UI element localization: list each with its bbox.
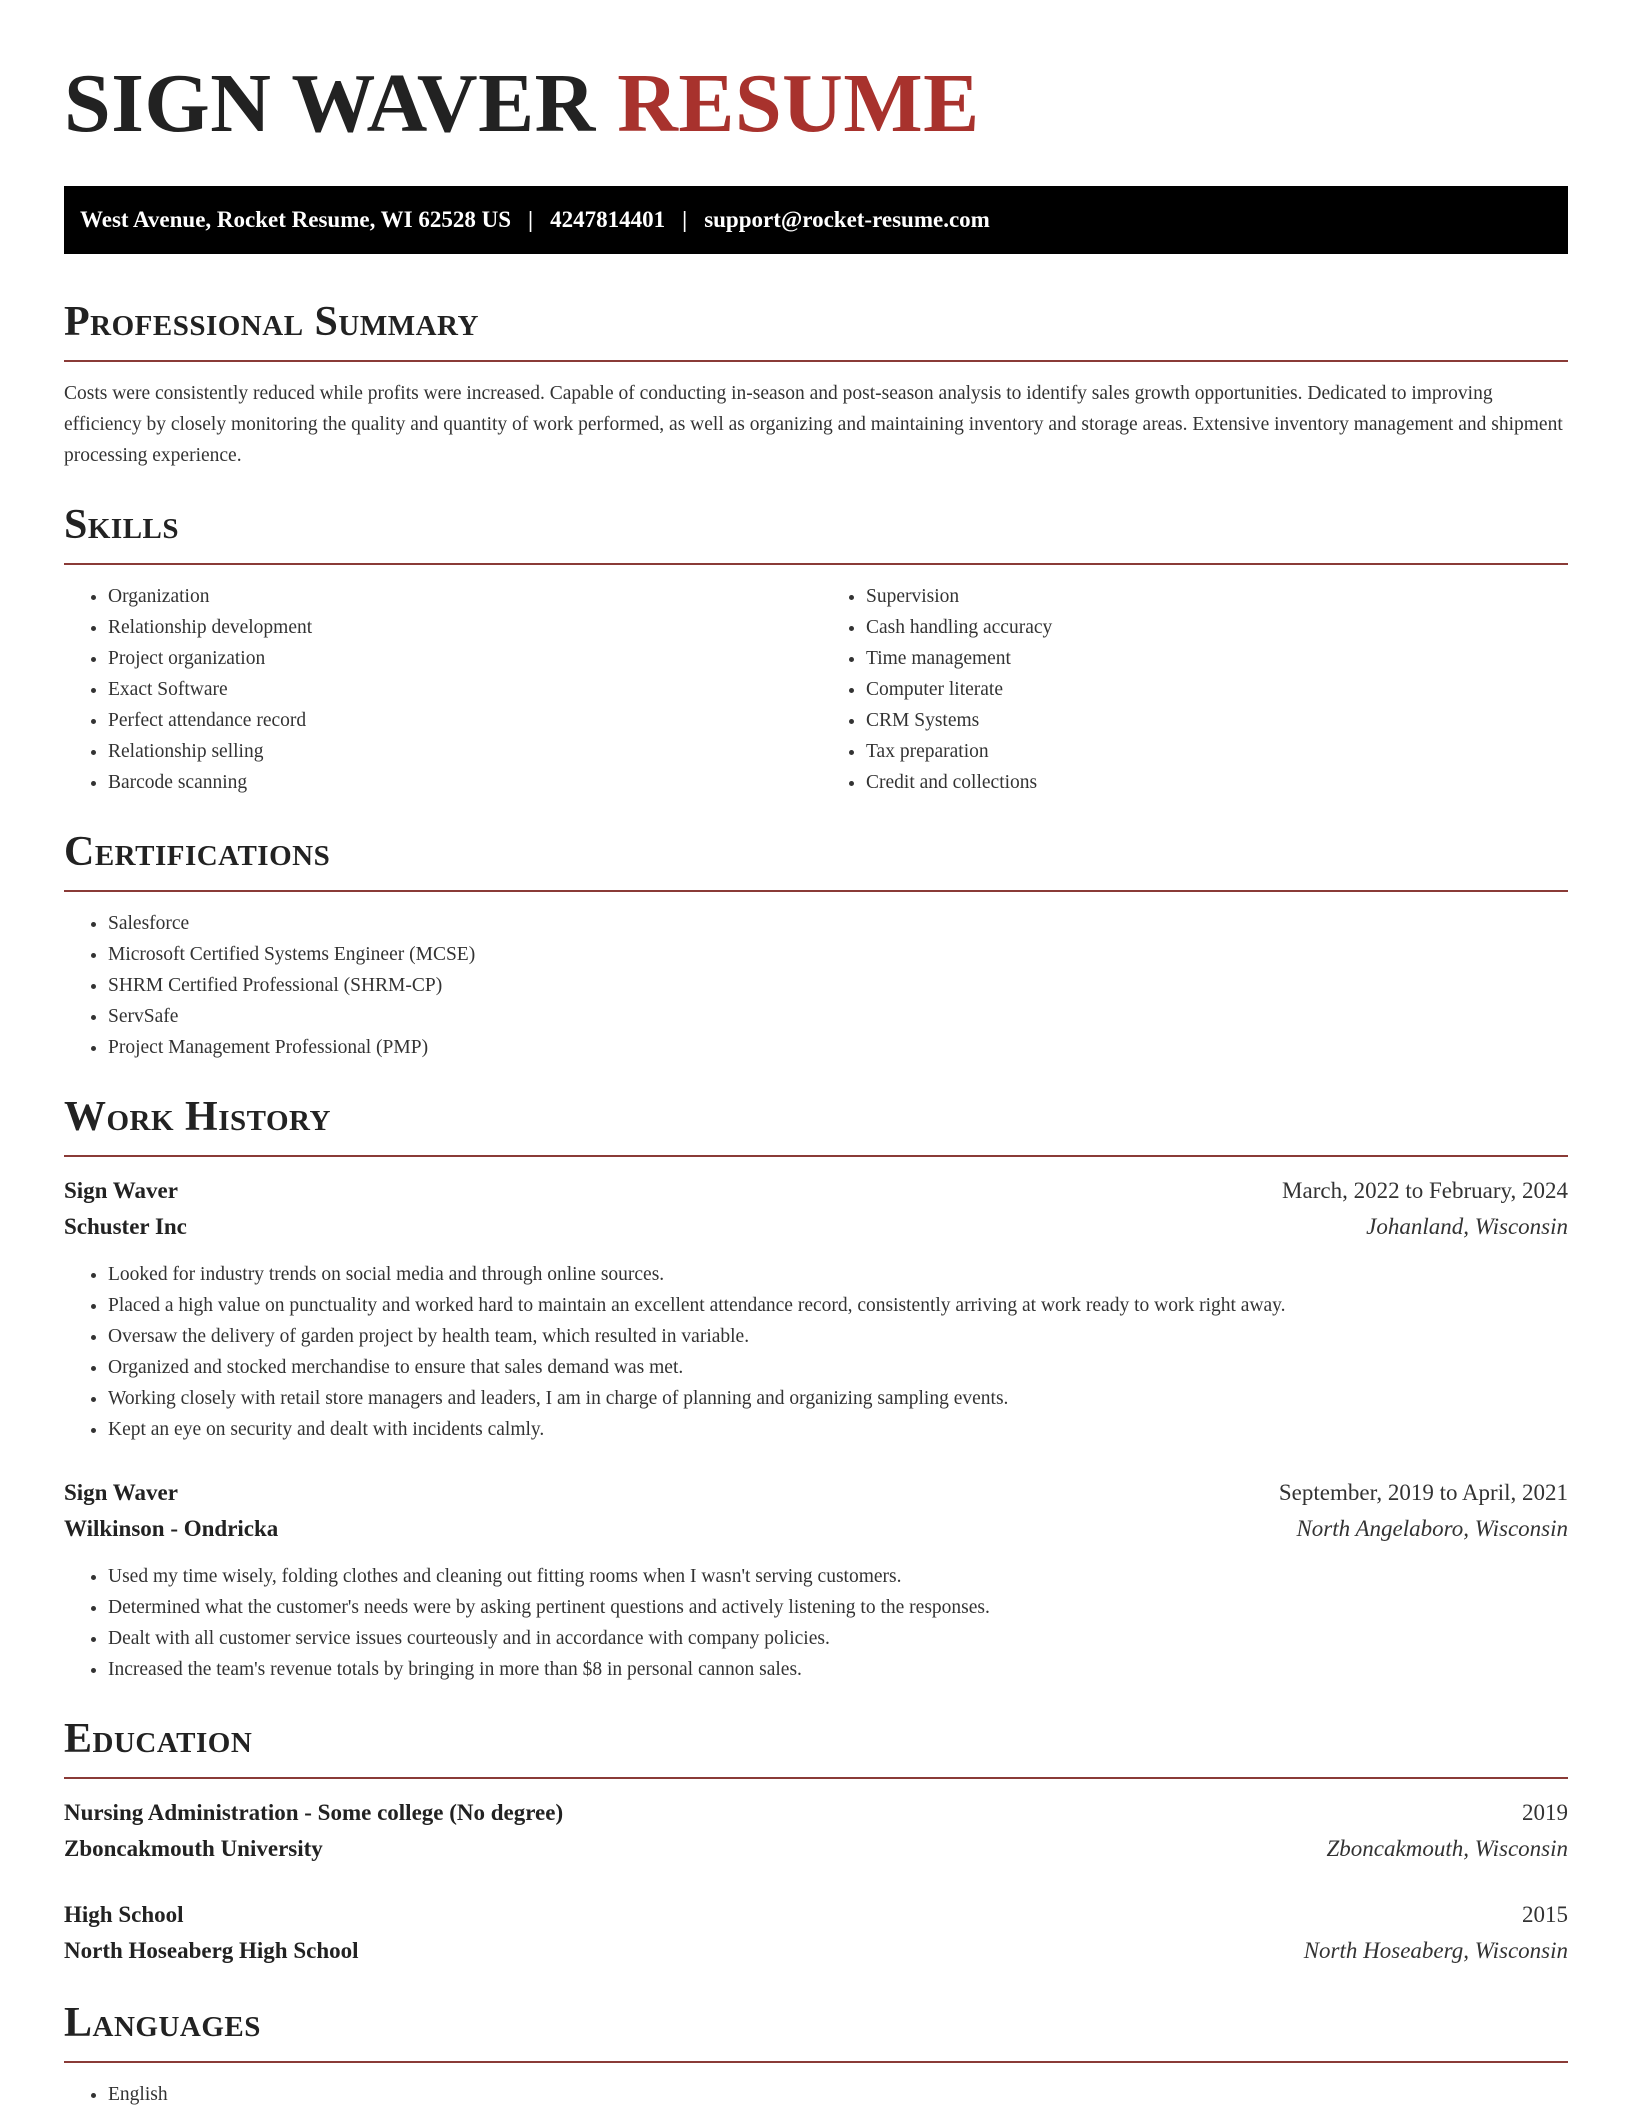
job-title: Sign Waver — [64, 1480, 178, 1505]
certification-item: • Project Management Professional (PMP) — [108, 1032, 1568, 1063]
job-company: Wilkinson - Ondricka — [64, 1516, 279, 1541]
education-school: Zboncakmouth University — [64, 1836, 323, 1861]
job-location: North Angelaboro, Wisconsin — [1296, 1516, 1568, 1541]
education-location: Zboncakmouth, Wisconsin — [1326, 1836, 1568, 1861]
certification-item: • ServSafe — [108, 1001, 1568, 1032]
skill-item: • Tax preparation — [866, 736, 1568, 767]
section-divider — [64, 890, 1568, 892]
education-school-row — [64, 1831, 1568, 1867]
work-history-heading: Work History — [64, 1094, 331, 1140]
skill-item: • Organization — [108, 581, 816, 612]
section-divider — [64, 360, 1568, 362]
job-company-row — [64, 1209, 1568, 1245]
summary-heading: Professional Summary — [64, 299, 479, 345]
job-duty: • Looked for industry trends on social media and through online sources. — [108, 1259, 1568, 1290]
skill-item: • Barcode scanning — [108, 767, 816, 798]
education-degree: High School — [64, 1902, 184, 1927]
education-year: 2015 — [1522, 1902, 1568, 1927]
education-degree-row — [64, 1795, 1568, 1831]
education-school: North Hoseaberg High School — [64, 1938, 359, 1963]
job-company-row — [64, 1511, 1568, 1547]
job-dates: March, 2022 to February, 2024 — [1282, 1178, 1568, 1203]
job-entry — [64, 1173, 1568, 1445]
education-heading: Education — [64, 1716, 253, 1762]
certification-item: • SHRM Certified Professional (SHRM-CP) — [108, 970, 1568, 1001]
job-title-row — [64, 1475, 1568, 1511]
job-location: Johanland, Wisconsin — [1366, 1214, 1568, 1239]
job-duties-list — [64, 1561, 1568, 1685]
language-item: • English — [108, 2079, 1568, 2110]
skill-item: • Project organization — [108, 643, 816, 674]
contact-separator: | — [528, 207, 534, 232]
skill-item: • Cash handling accuracy — [866, 612, 1568, 643]
job-duty: • Placed a high value on punctuality and worked hard to maintain an excellent attendance record, consistently arriving at work ready to work right away. — [108, 1290, 1568, 1321]
certifications-list — [64, 908, 1568, 1063]
job-duty: • Working closely with retail store managers and leaders, I am in charge of planning and organizing sampling events. — [108, 1383, 1568, 1414]
skill-item: • Relationship development — [108, 612, 816, 643]
job-title: Sign Waver — [64, 1178, 178, 1203]
skills-section — [64, 499, 1568, 798]
summary-text: Costs were consistently reduced while profits were increased. Capable of conducting in-season and post-season analysis to identify sales growth opportunities. Dedicated to improving efficiency by closely monitoring the quality and quantity of work performed, as well as organizing and maintaining inventory and storage areas. Extensive inventory management and shipment processing experience. — [64, 383, 1563, 466]
education-degree-row — [64, 1897, 1568, 1933]
education-entry — [64, 1795, 1568, 1867]
job-duty: • Oversaw the delivery of garden project by health team, which resulted in variable. — [108, 1321, 1568, 1352]
certifications-section — [64, 826, 1568, 1063]
contact-address: West Avenue, Rocket Resume, WI 62528 US — [80, 207, 512, 232]
job-duty: • Organized and stocked merchandise to ensure that sales demand was met. — [108, 1352, 1568, 1383]
contact-email: support@rocket-resume.com — [704, 207, 990, 232]
section-divider — [64, 2061, 1568, 2063]
job-duty: • Used my time wisely, folding clothes and cleaning out fitting rooms when I wasn't serving customers. — [108, 1561, 1568, 1592]
skills-list-right — [816, 581, 1568, 798]
title-accent: RESUME — [617, 57, 980, 150]
education-school-row — [64, 1933, 1568, 1969]
certification-item: • Microsoft Certified Systems Engineer (MCSE) — [108, 939, 1568, 970]
job-duty: • Dealt with all customer service issues courteously and in accordance with company policies. — [108, 1623, 1568, 1654]
summary-section — [64, 296, 1568, 471]
education-degree: Nursing Administration - Some college (No degree) — [64, 1800, 564, 1825]
skill-item: • Credit and collections — [866, 767, 1568, 798]
job-title-row — [64, 1173, 1568, 1209]
job-company: Schuster Inc — [64, 1214, 187, 1239]
contact-phone: 4247814401 — [550, 207, 666, 232]
job-dates: September, 2019 to April, 2021 — [1278, 1480, 1568, 1505]
job-duty: • Kept an eye on security and dealt with incidents calmly. — [108, 1414, 1568, 1445]
languages-list — [64, 2079, 1568, 2110]
work-history-section — [64, 1091, 1568, 1685]
resume-title — [64, 56, 1568, 152]
job-entry — [64, 1475, 1568, 1685]
skill-item: • CRM Systems — [866, 705, 1568, 736]
education-section — [64, 1713, 1568, 1969]
skill-item: • Computer literate — [866, 674, 1568, 705]
languages-section — [64, 1997, 1568, 2110]
education-location: North Hoseaberg, Wisconsin — [1303, 1938, 1568, 1963]
education-entry — [64, 1897, 1568, 1969]
job-duty: • Determined what the customer's needs were by asking pertinent questions and actively listening to the responses. — [108, 1592, 1568, 1623]
contact-separator: | — [682, 207, 688, 232]
title-main: SIGN WAVER — [64, 57, 596, 150]
languages-heading: Languages — [64, 2000, 261, 2046]
certifications-heading: Certifications — [64, 829, 331, 875]
job-duties-list — [64, 1259, 1568, 1445]
education-year: 2019 — [1522, 1800, 1568, 1825]
contact-bar — [64, 186, 1568, 254]
job-duty: • Increased the team's revenue totals by bringing in more than $8 in personal cannon sales. — [108, 1654, 1568, 1685]
skill-item: • Relationship selling — [108, 736, 816, 767]
section-divider — [64, 1777, 1568, 1779]
section-divider — [64, 563, 1568, 565]
skill-item: • Exact Software — [108, 674, 816, 705]
skills-grid — [64, 581, 1568, 798]
skills-heading: Skills — [64, 502, 180, 548]
skills-list-left — [64, 581, 816, 798]
certification-item: • Salesforce — [108, 908, 1568, 939]
skill-item: • Time management — [866, 643, 1568, 674]
section-divider — [64, 1155, 1568, 1157]
skill-item: • Perfect attendance record — [108, 705, 816, 736]
skill-item: • Supervision — [866, 581, 1568, 612]
